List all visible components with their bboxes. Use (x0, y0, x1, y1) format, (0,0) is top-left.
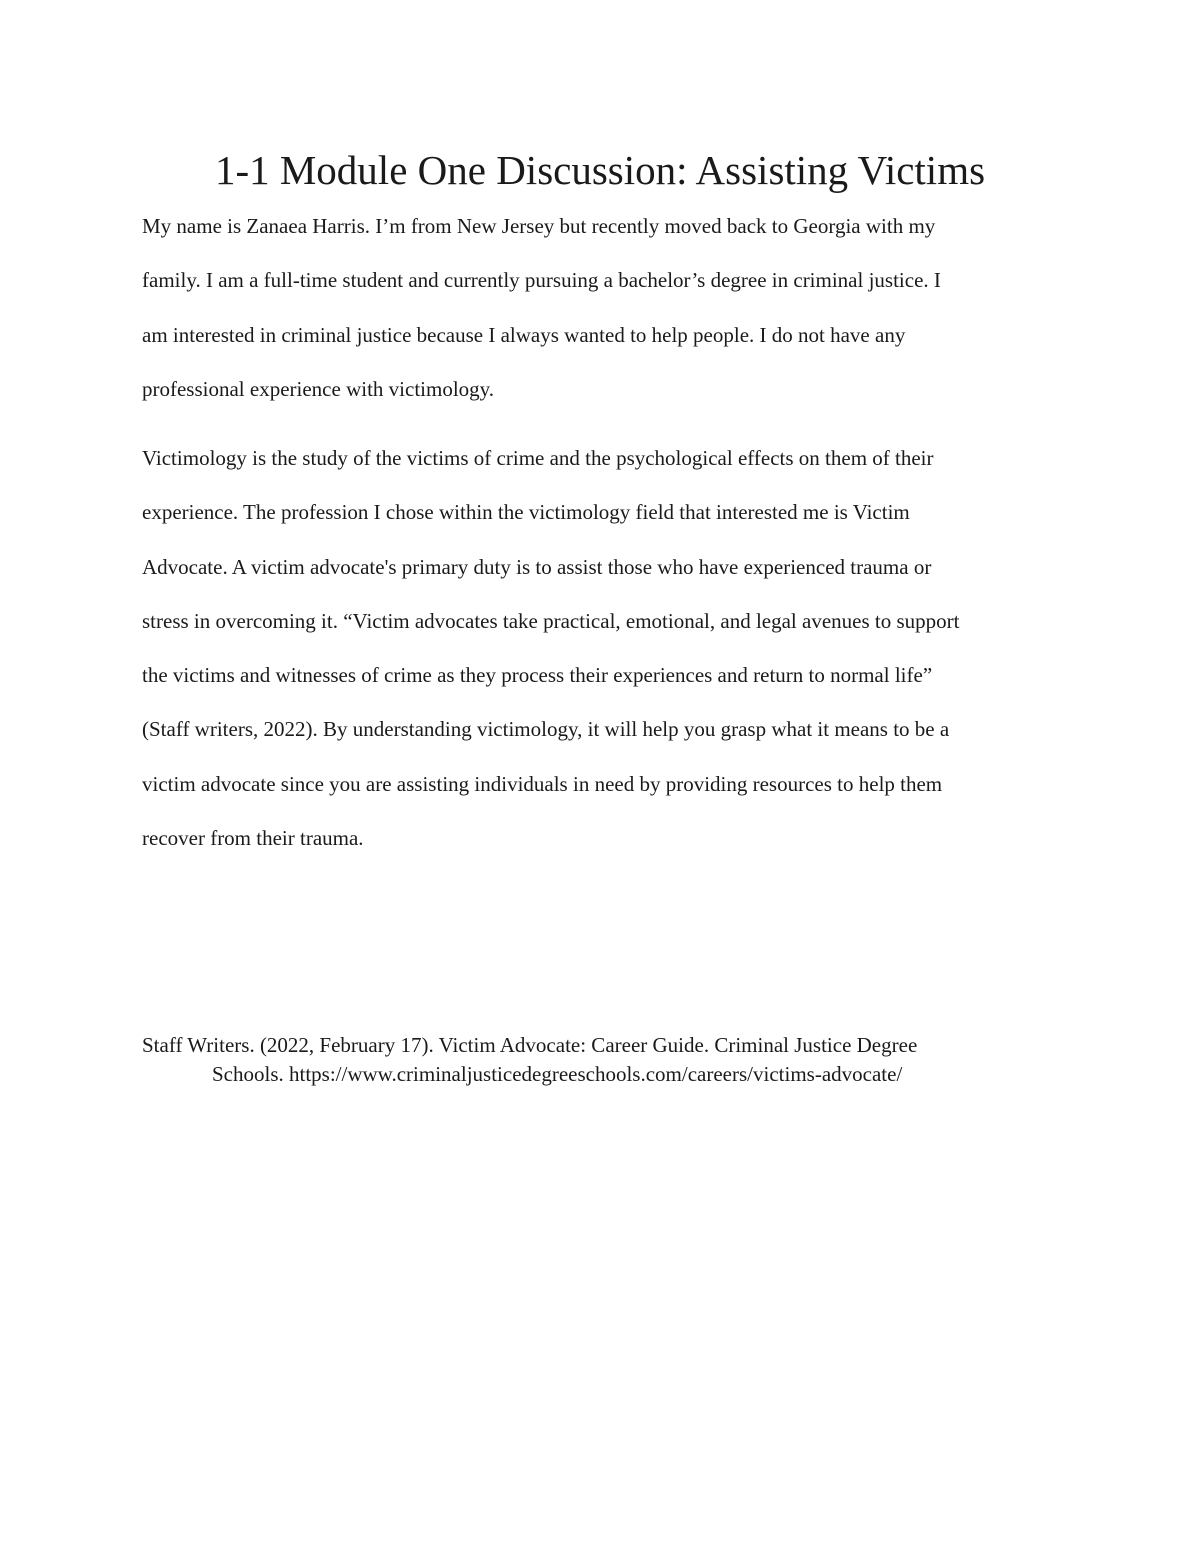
paragraph-line: Advocate. A victim advocate's primary duty is to assist those who have experienced trauma or (142, 554, 932, 579)
paragraph-line: family. I am a full-time student and currently pursuing a bachelor’s degree in criminal justice. I (142, 268, 941, 293)
reference-entry (142, 1031, 1082, 1089)
paragraph-line: experience. The profession I chose within the victimology field that interested me is Victim (142, 500, 910, 525)
paragraph-line: recover from their trauma. (142, 826, 364, 851)
paragraph-line: (Staff writers, 2022). By understanding victimology, it will help you grasp what it means to be a (142, 717, 950, 742)
paragraph-line: professional experience with victimology. (142, 376, 495, 401)
paragraph-line: stress in overcoming it. “Victim advocates take practical, emotional, and legal avenues to support (142, 608, 960, 633)
paragraph-line: My name is Zanaea Harris. I’m from New Jersey but recently moved back to Georgia with my (142, 214, 936, 238)
reference-line: Staff Writers. (2022, February 17). Victim Advocate: Career Guide. Criminal Justice Degree (142, 1033, 918, 1057)
paragraph-line: Victimology is the study of the victims of crime and the psychological effects on them of their (142, 446, 934, 470)
paragraph-line: victim advocate since you are assisting individuals in need by providing resources to help them (142, 771, 943, 796)
intro-paragraph (142, 199, 1082, 416)
victimology-paragraph (142, 431, 1082, 865)
reference-line-indented: Schools. https://www.criminaljusticedegreeschools.com/careers/victims-advocate/ (212, 1062, 903, 1086)
document-title: 1-1 Module One Discussion: Assisting Victims (214, 147, 986, 193)
paragraph-line: the victims and witnesses of crime as they process their experiences and return to normal life” (142, 663, 933, 688)
paragraph-line: am interested in criminal justice because I always wanted to help people. I do not have any (142, 322, 906, 347)
